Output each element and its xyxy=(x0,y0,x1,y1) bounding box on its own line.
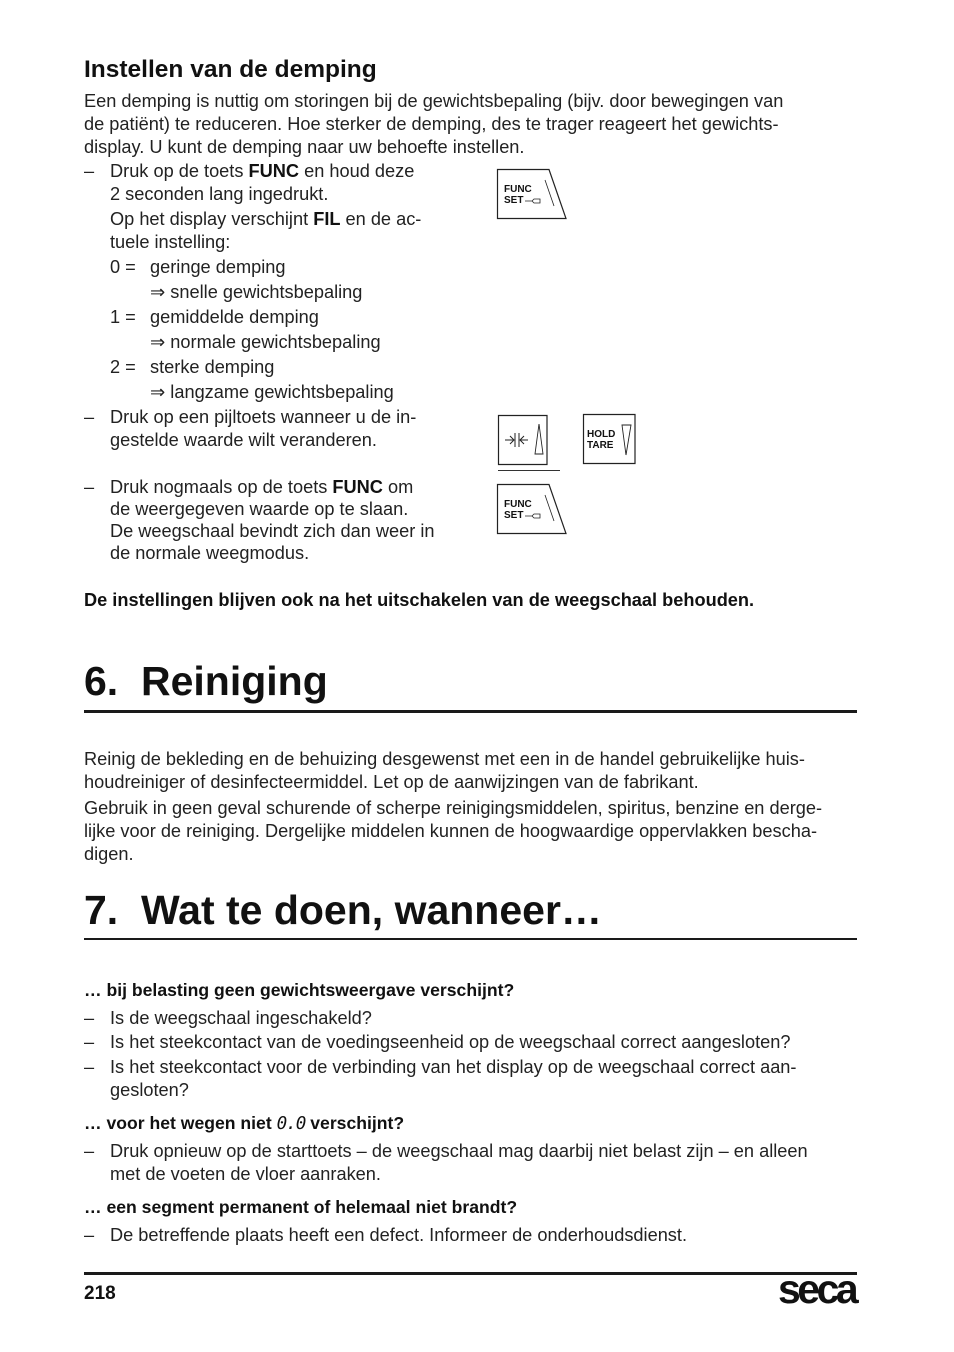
lcd-zero-readout: 0.0 xyxy=(276,1114,306,1134)
option-2: 2 = sterke demping xyxy=(110,357,275,377)
step-line: 2 seconden lang ingedrukt. xyxy=(110,184,329,204)
intro-line: de patiënt) te reduceren. Hoe sterker de demping, des te trager reageert het gewichts- xyxy=(84,114,779,134)
answer-line: Is het steekcontact voor de verbinding van het display op de weegschaal correct aan- xyxy=(110,1057,797,1077)
step-line: de weergegeven waarde op te slaan. xyxy=(110,499,409,519)
step-line: tuele instelling: xyxy=(110,232,231,252)
option-0: 0 = geringe demping xyxy=(110,257,286,277)
step-line: De weegschaal bevindt zich dan weer in xyxy=(110,521,435,541)
paragraph-line: lijke voor de reiniging. Dergelijke middelen kunnen de hoogwaardige oppervlakken bescha- xyxy=(84,821,818,841)
page-number: 218 xyxy=(84,1283,116,1304)
bullet-dash: – xyxy=(84,477,95,497)
section-heading-troubleshooting: 7. Wat te doen, wanneer… xyxy=(84,887,602,933)
answer-item: De betreffende plaats heeft een defect. Informeer de onderhoudsdienst. xyxy=(110,1225,688,1245)
paragraph-line: houdreiniger of desinfecteermiddel. Let op de aanwijzingen van de fabrikant. xyxy=(84,772,699,792)
answer-line: gesloten? xyxy=(110,1080,189,1100)
intro-line: display. U kunt de demping naar uw behoefte instellen. xyxy=(84,137,525,157)
bullet-dash: – xyxy=(84,1008,95,1028)
settings-retained-note: De instellingen blijven ook na het uitschakelen van de weegschaal behouden. xyxy=(84,590,755,610)
svg-text:HOLD: HOLD xyxy=(587,429,616,440)
bullet-dash: – xyxy=(84,1141,95,1161)
seca-logo: seca xyxy=(778,1266,856,1312)
question-zero-not-shown: … voor het wegen niet 0.0 verschijnt? xyxy=(84,1113,405,1134)
answer-item xyxy=(110,1140,857,1186)
paragraph-line: digen. xyxy=(84,844,134,864)
question-segment-fault: … een segment permanent of helemaal niet brandt? xyxy=(84,1197,518,1217)
heading-rule xyxy=(84,710,857,713)
svg-text:FUNC: FUNC xyxy=(504,499,532,510)
step-press-func xyxy=(110,160,455,254)
svg-text:SET: SET xyxy=(504,195,524,206)
bullet-dash: – xyxy=(84,161,95,181)
bullet-dash: – xyxy=(84,1032,95,1052)
step-line: de normale weegmodus. xyxy=(110,543,310,563)
answer-item xyxy=(110,1056,857,1102)
cleaning-paragraph-1 xyxy=(84,748,857,794)
option-2-result: ⇒ langzame gewichtsbepaling xyxy=(150,382,394,402)
step-line: gestelde waarde wilt veranderen. xyxy=(110,430,377,450)
option-1-result: ⇒ normale gewichtsbepaling xyxy=(150,332,381,352)
option-0-result: ⇒ snelle gewichtsbepaling xyxy=(150,282,363,302)
answer-line: Druk opnieuw op de starttoets – de weegschaal mag daarbij niet belast zijn – en alleen xyxy=(110,1141,808,1161)
bullet-dash: – xyxy=(84,407,95,427)
question-no-weight-display: … bij belasting geen gewichtsweergave verschijnt? xyxy=(84,980,515,1000)
section-heading-damping: Instellen van de demping xyxy=(84,56,377,83)
key-divider-line xyxy=(498,470,560,471)
step-line: Druk nogmaals op de toets FUNC om xyxy=(110,477,414,497)
paragraph-line: Reinig de bekleding en de behuizing desgewenst met een in de handel gebruikelijke huis- xyxy=(84,749,805,769)
bullet-dash: – xyxy=(84,1225,95,1245)
svg-text:SET: SET xyxy=(504,510,524,521)
step-line: Op het display verschijnt FIL en de ac- xyxy=(110,209,422,229)
step-press-func-again xyxy=(110,476,455,565)
section-heading-cleaning: 6. Reiniging xyxy=(84,658,328,704)
cleaning-paragraph-2 xyxy=(84,797,857,866)
step-line: Druk op een pijltoets wanneer u de in- xyxy=(110,407,417,427)
intro-line: Een demping is nuttig om storingen bij de gewichtsbepaling (bijv. door bewegingen van xyxy=(84,91,784,111)
svg-text:FUNC: FUNC xyxy=(504,184,532,195)
damping-intro xyxy=(84,90,857,159)
hold-tare-key-icon xyxy=(582,413,638,465)
heading-rule xyxy=(84,938,857,940)
bullet-dash: – xyxy=(84,1057,95,1077)
option-1: 1 = gemiddelde demping xyxy=(110,307,319,327)
arrow-key-icon xyxy=(497,414,551,466)
footer-rule xyxy=(84,1272,857,1275)
func-set-key-icon xyxy=(496,168,568,220)
answer-item: Is het steekcontact van de voedingseenheid op de weegschaal correct aangesloten? xyxy=(110,1032,791,1052)
paragraph-line: Gebruik in geen geval schurende of scherpe reinigingsmiddelen, spiritus, benzine en derge- xyxy=(84,798,823,818)
step-line: Druk op de toets FUNC en houd deze xyxy=(110,161,415,181)
svg-text:TARE: TARE xyxy=(587,440,614,451)
func-set-key-icon xyxy=(496,483,568,535)
step-press-arrow xyxy=(110,406,455,452)
answer-line: met de voeten de vloer aanraken. xyxy=(110,1164,381,1184)
answer-item: Is de weegschaal ingeschakeld? xyxy=(110,1008,372,1028)
